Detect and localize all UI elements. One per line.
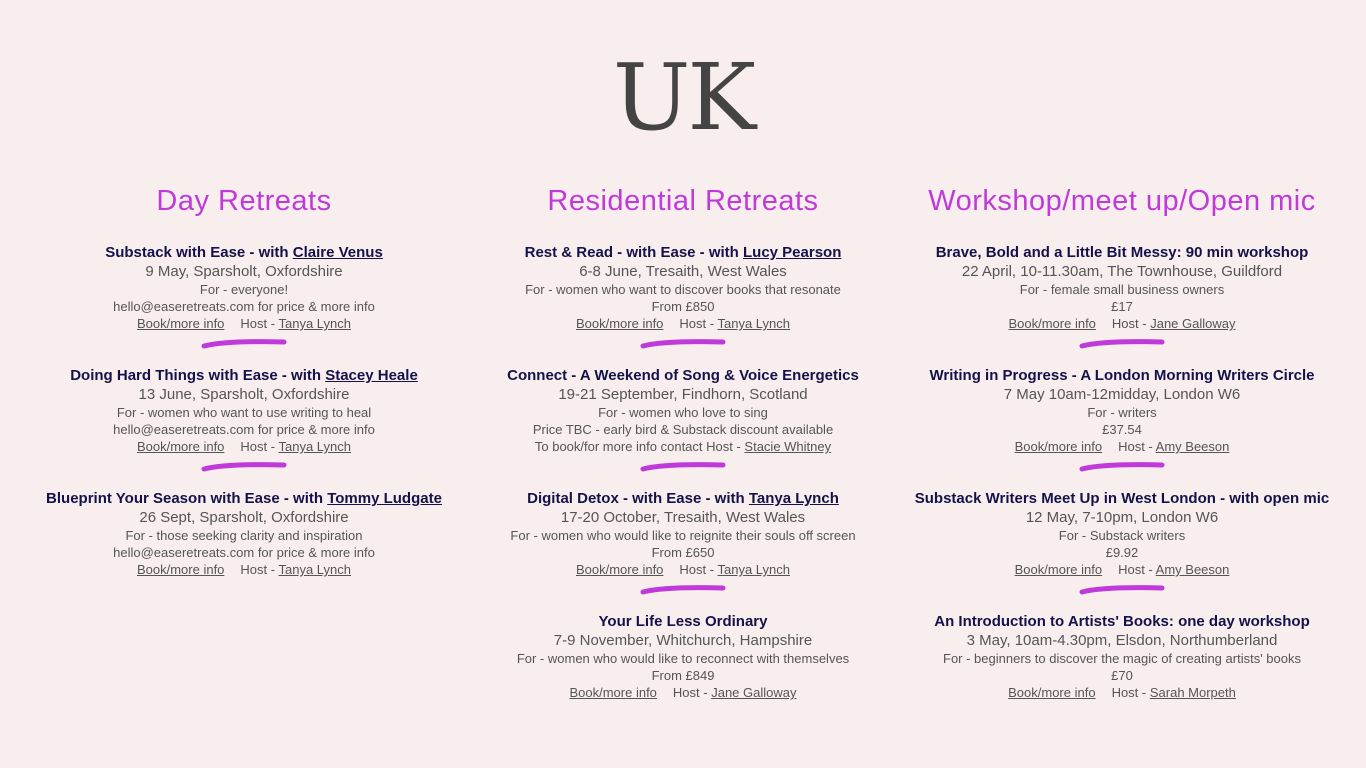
event-detail-line: Price TBC - early bird & Substack discount available xyxy=(532,422,834,437)
event-card xyxy=(9,366,479,489)
column-1 xyxy=(9,183,479,612)
page-title: UK xyxy=(612,44,754,151)
column-2 xyxy=(463,183,903,735)
book-more-info-link[interactable]: Book/more info xyxy=(569,685,657,700)
event-card xyxy=(877,612,1366,735)
event-links xyxy=(877,684,1366,701)
host-link[interactable]: Jane Galloway xyxy=(711,685,797,700)
event-title-text: An Introduction to Artists' Books: one day workshop xyxy=(934,613,1310,630)
host-label: Host - xyxy=(240,562,279,577)
host-label: To book/for more info contact Host - xyxy=(534,439,745,454)
host-link[interactable]: Tanya Lynch xyxy=(278,439,351,454)
host-label: Host - xyxy=(679,316,718,331)
event-links xyxy=(9,561,479,578)
host-link[interactable]: Tanya Lynch xyxy=(278,316,351,331)
event-date-location: 9 May, Sparsholt, Oxfordshire xyxy=(145,263,343,280)
host-label: Host - xyxy=(1111,316,1151,331)
event-detail-line: For - women who want to use writing to heal xyxy=(116,405,372,420)
event-detail-line: For - writers xyxy=(1087,405,1157,420)
event-card xyxy=(463,612,903,735)
event-title-text: Brave, Bold and a Little Bit Messy: 90 min workshop xyxy=(935,244,1309,261)
event-links xyxy=(877,315,1366,332)
brush-stroke-divider xyxy=(1078,338,1166,350)
event-title xyxy=(463,243,903,262)
host-label: Host - xyxy=(240,316,279,331)
book-more-info-link[interactable]: Book/more info xyxy=(1014,562,1103,577)
brush-stroke-divider xyxy=(200,338,288,350)
event-title-text: Digital Detox - with Ease - with xyxy=(527,490,749,507)
event-facilitator-link[interactable]: Lucy Pearson xyxy=(743,244,842,261)
event-detail-line: hello@easeretreats.com for price & more info xyxy=(113,299,375,314)
event-card xyxy=(463,366,903,489)
book-more-info-link[interactable]: Book/more info xyxy=(1008,685,1096,700)
event-title xyxy=(9,489,479,508)
event-title xyxy=(463,366,903,385)
event-detail-line: For - everyone! xyxy=(199,282,289,297)
book-more-info-link[interactable]: Book/more info xyxy=(136,316,225,331)
event-detail-line: For - women who love to sing xyxy=(598,405,768,420)
host-label: Host - xyxy=(240,439,279,454)
host-link[interactable]: Tanya Lynch xyxy=(717,316,790,331)
event-title xyxy=(877,612,1366,631)
event-detail-line: For - those seeking clarity and inspiration xyxy=(125,528,363,543)
brush-stroke-divider xyxy=(639,584,727,596)
host-link[interactable]: Amy Beeson xyxy=(1155,562,1230,577)
event-title-text: Substack Writers Meet Up in West London - with open mic xyxy=(914,490,1330,507)
event-card xyxy=(9,243,479,366)
event-title-text: Rest & Read - with Ease - with xyxy=(524,244,743,261)
column-heading: Day Retreats xyxy=(156,185,332,217)
event-card xyxy=(877,243,1366,366)
event-facilitator-link[interactable]: Tanya Lynch xyxy=(748,490,839,507)
host-link[interactable]: Stacie Whitney xyxy=(744,439,832,454)
event-facilitator-link[interactable]: Claire Venus xyxy=(292,244,383,261)
brush-stroke-divider xyxy=(1078,584,1166,596)
event-detail-line: For - female small business owners xyxy=(1019,282,1225,297)
event-links xyxy=(877,561,1366,578)
event-card xyxy=(463,243,903,366)
host-link[interactable]: Jane Galloway xyxy=(1150,316,1236,331)
event-title xyxy=(463,612,903,631)
event-detail-line: £17 xyxy=(1111,299,1133,314)
event-card xyxy=(877,489,1366,612)
host-link[interactable]: Amy Beeson xyxy=(1155,439,1230,454)
event-date-location: 7-9 November, Whitchurch, Hampshire xyxy=(553,632,813,649)
brush-stroke-divider xyxy=(639,461,727,473)
event-detail-line: hello@easeretreats.com for price & more info xyxy=(113,545,375,560)
event-title xyxy=(877,366,1366,385)
event-title xyxy=(463,489,903,508)
event-date-location: 19-21 September, Findhorn, Scotland xyxy=(558,386,808,403)
event-links xyxy=(9,438,479,455)
host-link[interactable]: Sarah Morpeth xyxy=(1149,685,1236,700)
host-label: Host - xyxy=(1118,439,1156,454)
column-heading: Residential Retreats xyxy=(547,185,819,217)
event-title-text: Writing in Progress - A London Morning Writers Circle xyxy=(929,367,1315,384)
event-title-text: Blueprint Your Season with Ease - with xyxy=(46,490,328,507)
event-detail-line: £9.92 xyxy=(1105,545,1139,560)
event-detail-line: £70 xyxy=(1111,668,1133,683)
event-title xyxy=(877,243,1366,262)
event-detail-line: From £849 xyxy=(651,668,715,683)
book-more-info-link[interactable]: Book/more info xyxy=(575,562,664,577)
event-title-text: Your Life Less Ordinary xyxy=(598,613,768,630)
event-detail-line: For - women who would like to reconnect with themselves xyxy=(516,651,850,666)
event-detail-line: For - Substack writers xyxy=(1058,528,1186,543)
event-title xyxy=(9,366,479,385)
host-link[interactable]: Tanya Lynch xyxy=(717,562,790,577)
event-date-location: 12 May, 7-10pm, London W6 xyxy=(1025,509,1219,526)
brush-stroke-divider xyxy=(200,461,288,473)
event-date-location: 7 May 10am-12midday, London W6 xyxy=(1003,386,1241,403)
brush-stroke-divider xyxy=(639,338,727,350)
event-detail-line: For - beginners to discover the magic of creating artists' books xyxy=(943,651,1301,666)
book-more-info-link[interactable]: Book/more info xyxy=(136,439,225,454)
event-date-location: 6-8 June, Tresaith, West Wales xyxy=(579,263,787,280)
event-links xyxy=(9,315,479,332)
event-detail-line: For - women who want to discover books that resonate xyxy=(525,282,841,297)
event-detail-line: For - women who would like to reignite their souls off screen xyxy=(510,528,856,543)
host-label: Host - xyxy=(679,562,718,577)
event-title-text: Substack with Ease - with xyxy=(105,244,293,261)
column-heading: Workshop/meet up/Open mic xyxy=(928,185,1316,217)
event-title-text: Connect - A Weekend of Song & Voice Energetics xyxy=(507,367,859,384)
host-label: Host - xyxy=(1118,562,1156,577)
event-date-location: 22 April, 10-11.30am, The Townhouse, Guildford xyxy=(961,263,1283,280)
host-label: Host - xyxy=(1111,685,1150,700)
event-detail-line: £37.54 xyxy=(1102,422,1142,437)
column-3 xyxy=(877,183,1366,735)
event-date-location: 3 May, 10am-4.30pm, Elsdon, Northumberland xyxy=(966,632,1278,649)
host-label: Host - xyxy=(672,685,712,700)
event-facilitator-link[interactable]: Stacey Heale xyxy=(325,367,418,384)
event-links xyxy=(463,438,903,455)
book-more-info-link[interactable]: Book/more info xyxy=(575,316,664,331)
event-card xyxy=(9,489,479,612)
event-card xyxy=(463,489,903,612)
host-link[interactable]: Tanya Lynch xyxy=(278,562,351,577)
event-title xyxy=(9,243,479,262)
event-date-location: 26 Sept, Sparsholt, Oxfordshire xyxy=(139,509,349,526)
event-links xyxy=(877,438,1366,455)
event-card xyxy=(877,366,1366,489)
event-date-location: 17-20 October, Tresaith, West Wales xyxy=(560,509,806,526)
brush-stroke-divider xyxy=(1078,461,1166,473)
event-links xyxy=(463,315,903,332)
event-date-location: 13 June, Sparsholt, Oxfordshire xyxy=(138,386,350,403)
event-detail-line: From £850 xyxy=(651,299,715,314)
book-more-info-link[interactable]: Book/more info xyxy=(136,562,225,577)
event-title xyxy=(877,489,1366,508)
book-more-info-link[interactable]: Book/more info xyxy=(1008,316,1096,331)
event-title-text: Doing Hard Things with Ease - with xyxy=(70,367,326,384)
event-detail-line: From £650 xyxy=(651,545,715,560)
event-links xyxy=(463,561,903,578)
event-links xyxy=(463,684,903,701)
event-detail-line: hello@easeretreats.com for price & more info xyxy=(113,422,375,437)
event-facilitator-link[interactable]: Tommy Ludgate xyxy=(327,490,442,507)
book-more-info-link[interactable]: Book/more info xyxy=(1014,439,1103,454)
